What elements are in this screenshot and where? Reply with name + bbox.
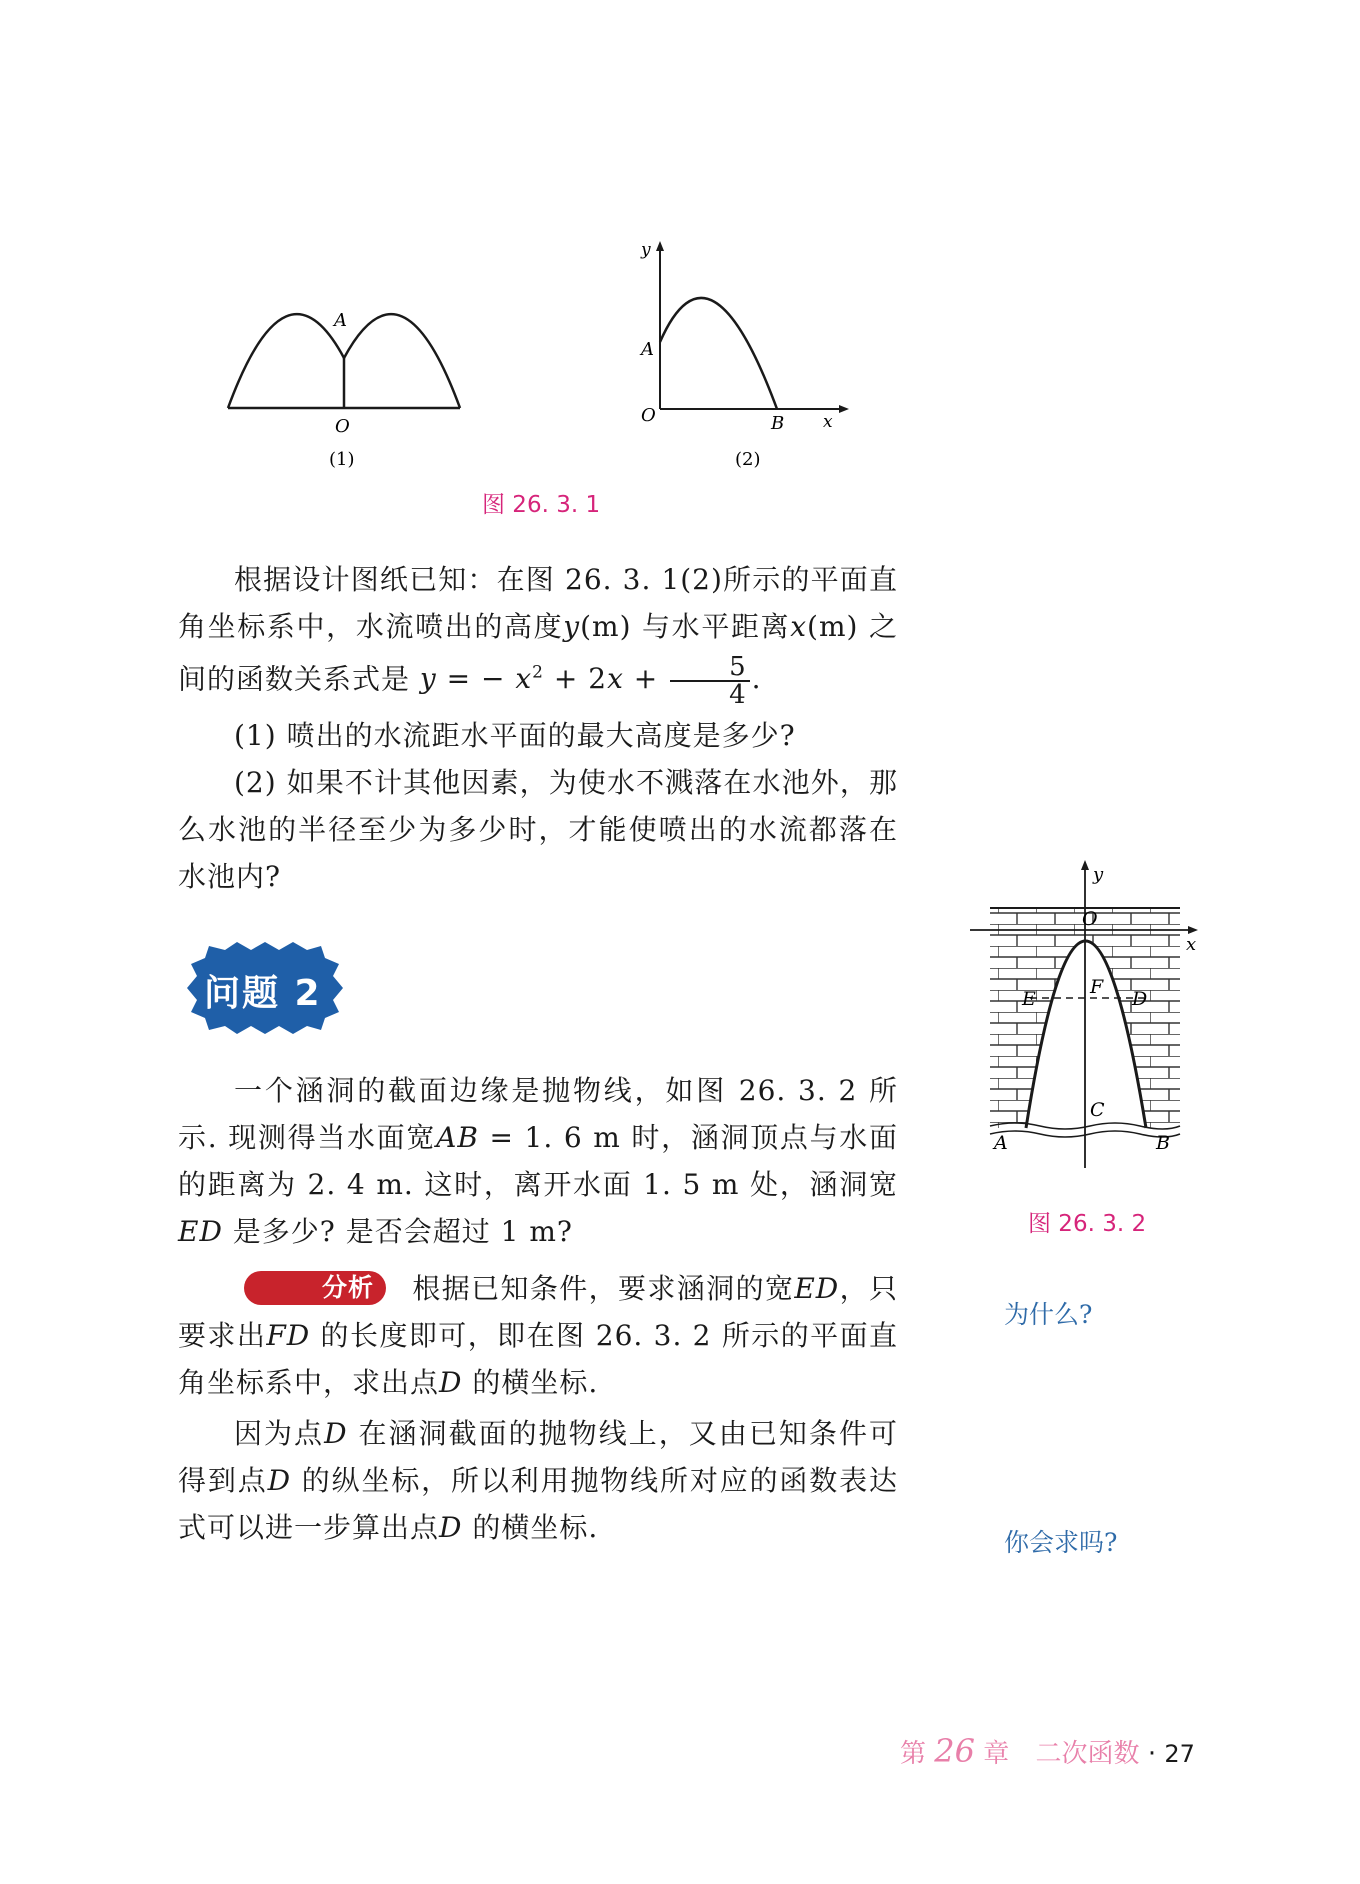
equation: y = − $x^2 + 2x$ + $\frac{5}{4}$ . <box>419 651 762 710</box>
problem2-paragraph: 一个涵洞的截面边缘是抛物线，如图 26. 3. 2 所示. 现测得当水面宽AB = 1. 6 m 时，涵洞顶点与水面的距离为 2. 4 m. 这时，离开水面 1. 5 m 处，涵洞宽ED 是多少? 是否会超过 1 m? <box>178 1074 899 1248</box>
problem-badge-label: 问题 2 <box>204 973 322 1014</box>
analysis-paragraph-1: 分析 根据已知条件，要求涵洞的宽ED，只要求出FD 的长度即可，即在图 26. 3. 2 所示的平面直角坐标系中，求出点D 的横坐标. <box>178 1272 898 1399</box>
label-A: A <box>994 1132 1008 1154</box>
figure-caption: 图 26. 3. 1 <box>482 492 601 518</box>
sidenote-can-you: 你会求吗? <box>1004 1528 1118 1557</box>
label-D: D <box>1132 988 1148 1010</box>
figure-caption: 图 26. 3. 2 <box>1028 1211 1147 1237</box>
label-F: F <box>1090 976 1104 998</box>
label-B: B <box>771 413 785 434</box>
axis-y-label: y <box>1093 864 1104 885</box>
analysis-badge: 分析 <box>244 1271 386 1305</box>
label-C: C <box>1090 1099 1105 1121</box>
label-E: E <box>1022 988 1036 1010</box>
problem1-paragraph: 根据设计图纸已知：在图 26. 3. 1(2)所示的平面直角坐标系中，水流喷出的高度y(m) 与水平距离x(m) 之间的函数关系式是 y = − $x^2 + 2x$ + $\frac{5}{4}$ . <box>178 563 898 710</box>
figure-26-3-2 <box>960 858 1210 1168</box>
axis-x-label: x <box>823 412 833 432</box>
problem2-text <box>178 1067 898 1255</box>
sidenote-why: 为什么? <box>1004 1300 1093 1329</box>
chapter-suffix: 章 <box>983 1739 1010 1769</box>
question-1: (1) 喷出的水流距水平面的最大高度是多少? <box>234 718 796 752</box>
problem1-text <box>178 556 898 900</box>
chapter-prefix: 第 <box>900 1739 927 1769</box>
label-B: B <box>1156 1132 1170 1154</box>
chapter-title: 二次函数 <box>1035 1739 1140 1769</box>
analysis-text <box>178 1265 898 1551</box>
label-O: O <box>641 405 656 426</box>
label-A: A <box>641 339 654 360</box>
question-2: (2) 如果不计其他因素，为使水不溅落在水池外，那么水池的半径至少为多少时，才能使喷出的水流都落在水池内? <box>178 765 898 893</box>
page-footer <box>900 1732 1195 1770</box>
label-O: O <box>1082 908 1098 930</box>
chapter-number: 26 <box>934 1732 975 1770</box>
analysis-paragraph-2: 因为点D 在涵洞截面的抛物线上，又由已知条件可得到点D 的纵坐标，所以利用抛物线所对应的函数表达式可以进一步算出点D 的横坐标. <box>178 1417 898 1544</box>
axis-x-label: x <box>1186 934 1197 955</box>
figure-26-3-1-part1 <box>220 290 470 470</box>
subfigure-caption: (2) <box>735 449 761 470</box>
footer-separator: · <box>1147 1739 1157 1769</box>
label-O: O <box>335 416 350 437</box>
subfigure-caption: (1) <box>329 449 355 470</box>
label-A: A <box>334 310 347 331</box>
page-number: 27 <box>1164 1740 1195 1768</box>
fraction: $\frac{5}{4}$ <box>670 654 750 708</box>
figure-26-3-1-part2 <box>635 235 865 470</box>
axis-y-label: y <box>641 240 651 260</box>
